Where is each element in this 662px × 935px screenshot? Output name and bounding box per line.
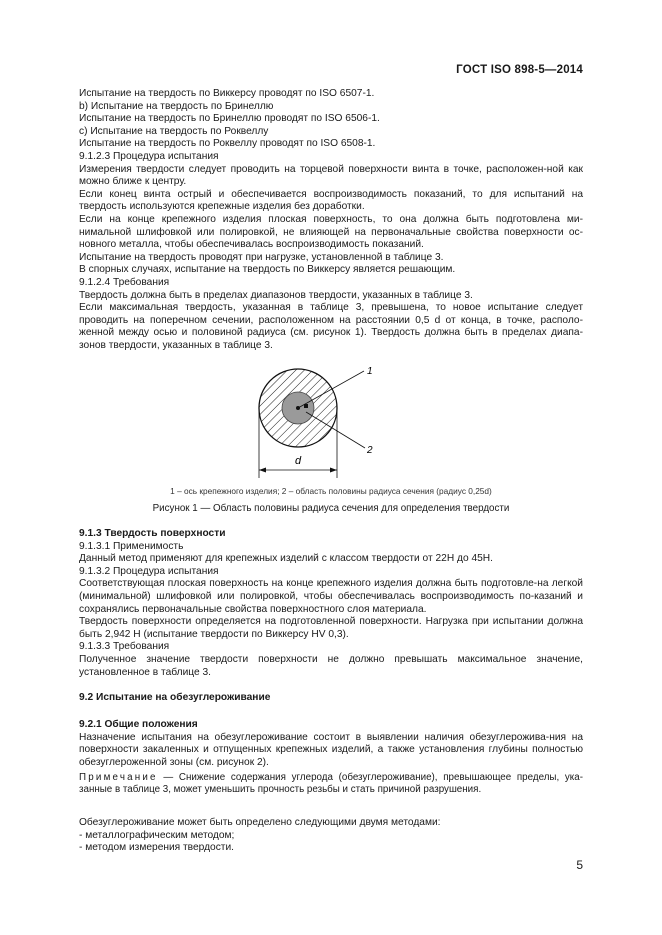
subsection-heading: 9.1.3.1 Применимость <box>79 540 184 552</box>
paragraph: с) Испытание на твердость по Роквеллу <box>79 125 269 137</box>
figure-label-2: 2 <box>367 445 373 456</box>
section-heading-92: 9.2 Испытание на обезуглероживание <box>79 692 271 703</box>
figure-caption: Рисунок 1 — Область половины радиуса сечения для определения твердости <box>152 503 510 514</box>
paragraph: Если на конце крепежного изделия плоская поверхность, то она должна быть подготовлена ми-нимальной шлифовкой или полировкой, не влияющей на первоначальные свойства поверхности ос-новного металла, чтобы обеспечивалась воспроизводимость показаний. <box>79 213 583 251</box>
section-heading-921: 9.2.1 Общие положения <box>79 719 198 730</box>
paragraph: b) Испытание на твердость по Бринеллю <box>79 100 274 112</box>
paragraph: Данный метод применяют для крепежных изделий с классом твердости от 22Н до 45Н. <box>79 553 493 565</box>
list-item: - металлографическим методом; <box>79 829 235 841</box>
page-number: 5 <box>576 858 583 872</box>
text-block-3 <box>79 719 583 769</box>
paragraph: Полученное значение твердости поверхности не должно превышать максимальное значение, установленное в таблице 3. <box>79 653 583 678</box>
text-block-4 <box>79 817 583 855</box>
document-id: ГОСТ ISO 898-5—2014 <box>456 64 583 76</box>
subsection-heading: 9.1.3.3 Требования <box>79 641 170 653</box>
subsection-heading: 9.1.2.4 Требования <box>79 276 170 288</box>
note-label: Примечание <box>79 772 158 783</box>
note-text: — Снижение содержания углерода (обезуглероживание), превышающее пределы, ука-занные в таблице 3, может уменьшить прочность резьбы и стать причиной разрушения. <box>79 772 583 796</box>
paragraph: Обезуглероживание может быть определено следующими двумя методами: <box>79 817 441 828</box>
paragraph: Назначение испытания на обезуглероживание состоит в выявлении наличия обезуглерожива-ния на поверхности закаленных и отпущенных крепежных изделий, а также установления глубины полностью обезуглероженной зоны (см. рисунок 2). <box>79 731 583 768</box>
paragraph: Твердость должна быть в пределах диапазонов твердости, указанных в таблице 3. <box>79 289 473 301</box>
paragraph: Испытание на твердость по Виккерсу проводят по ISO 6507-1. <box>79 88 375 99</box>
paragraph: Испытание на твердость по Бринеллю проводят по ISO 6506-1. <box>79 113 380 125</box>
paragraph: Испытание на твердость по Роквеллу проводят по ISO 6508-1. <box>79 138 376 150</box>
list-item: - методом измерения твердости. <box>79 842 234 854</box>
subsection-heading: 9.1.3.2 Процедура испытания <box>79 565 219 577</box>
figure-legend: 1 – ось крепежного изделия; 2 – область половины радиуса сечения (радиус 0,25d) <box>170 486 492 496</box>
figure-label-1: 1 <box>367 366 373 377</box>
subsection-heading: 9.1.2.3 Процедура испытания <box>79 150 219 162</box>
paragraph: Твердость поверхности определяется на подготовленной поверхности. Нагрузка при испытании должна быть 2,942 Н (испытание твердости по Виккерсу HV 0,3). <box>79 616 583 640</box>
paragraph: Измерения твердости следует проводить на торцевой поверхности винта в точке, расположен-ной как можно ближе к центру. <box>79 163 583 188</box>
paragraph: Испытание на твердость проводят при нагрузке, установленной в таблице 3. <box>79 251 444 263</box>
dim-arrow-right <box>330 468 337 473</box>
dim-arrow-left <box>259 468 266 473</box>
section-heading-913: 9.1.3 Твердость поверхности <box>79 528 226 539</box>
dimension-label-d: d <box>295 455 302 467</box>
paragraph: Если максимальная твердость, указанная в таблице 3, превышена, то новое испытание следует проводить на поперечном сечении, расположенном на расстоянии 0,5 d от конца, в точке, располо-женной между осью и половиной радиуса (см. рисунок 1). Твердость должна быть в пределах диапа-зонов твердости, указанных в таблице 3. <box>79 302 583 351</box>
text-block-2 <box>79 528 583 679</box>
paragraph: Если конец винта острый и обеспечивается воспроизводимость показаний, то для испытаний на твердость используются крепежные изделия без доработки. <box>79 188 583 213</box>
text-block-1 <box>79 88 583 352</box>
note <box>79 772 583 796</box>
paragraph: В спорных случаях, испытание на твердость по Виккерсу является решающим. <box>79 264 456 276</box>
paragraph: Соответствующая плоская поверхность на конце крепежного изделия должна быть подготовле-на легкой (минимальной) шлифовкой или полировкой, чтобы обеспечивалась воспроизводимость по-казаний и сохранялись первоначальные свойства поверхностного слоя материала. <box>79 578 583 615</box>
